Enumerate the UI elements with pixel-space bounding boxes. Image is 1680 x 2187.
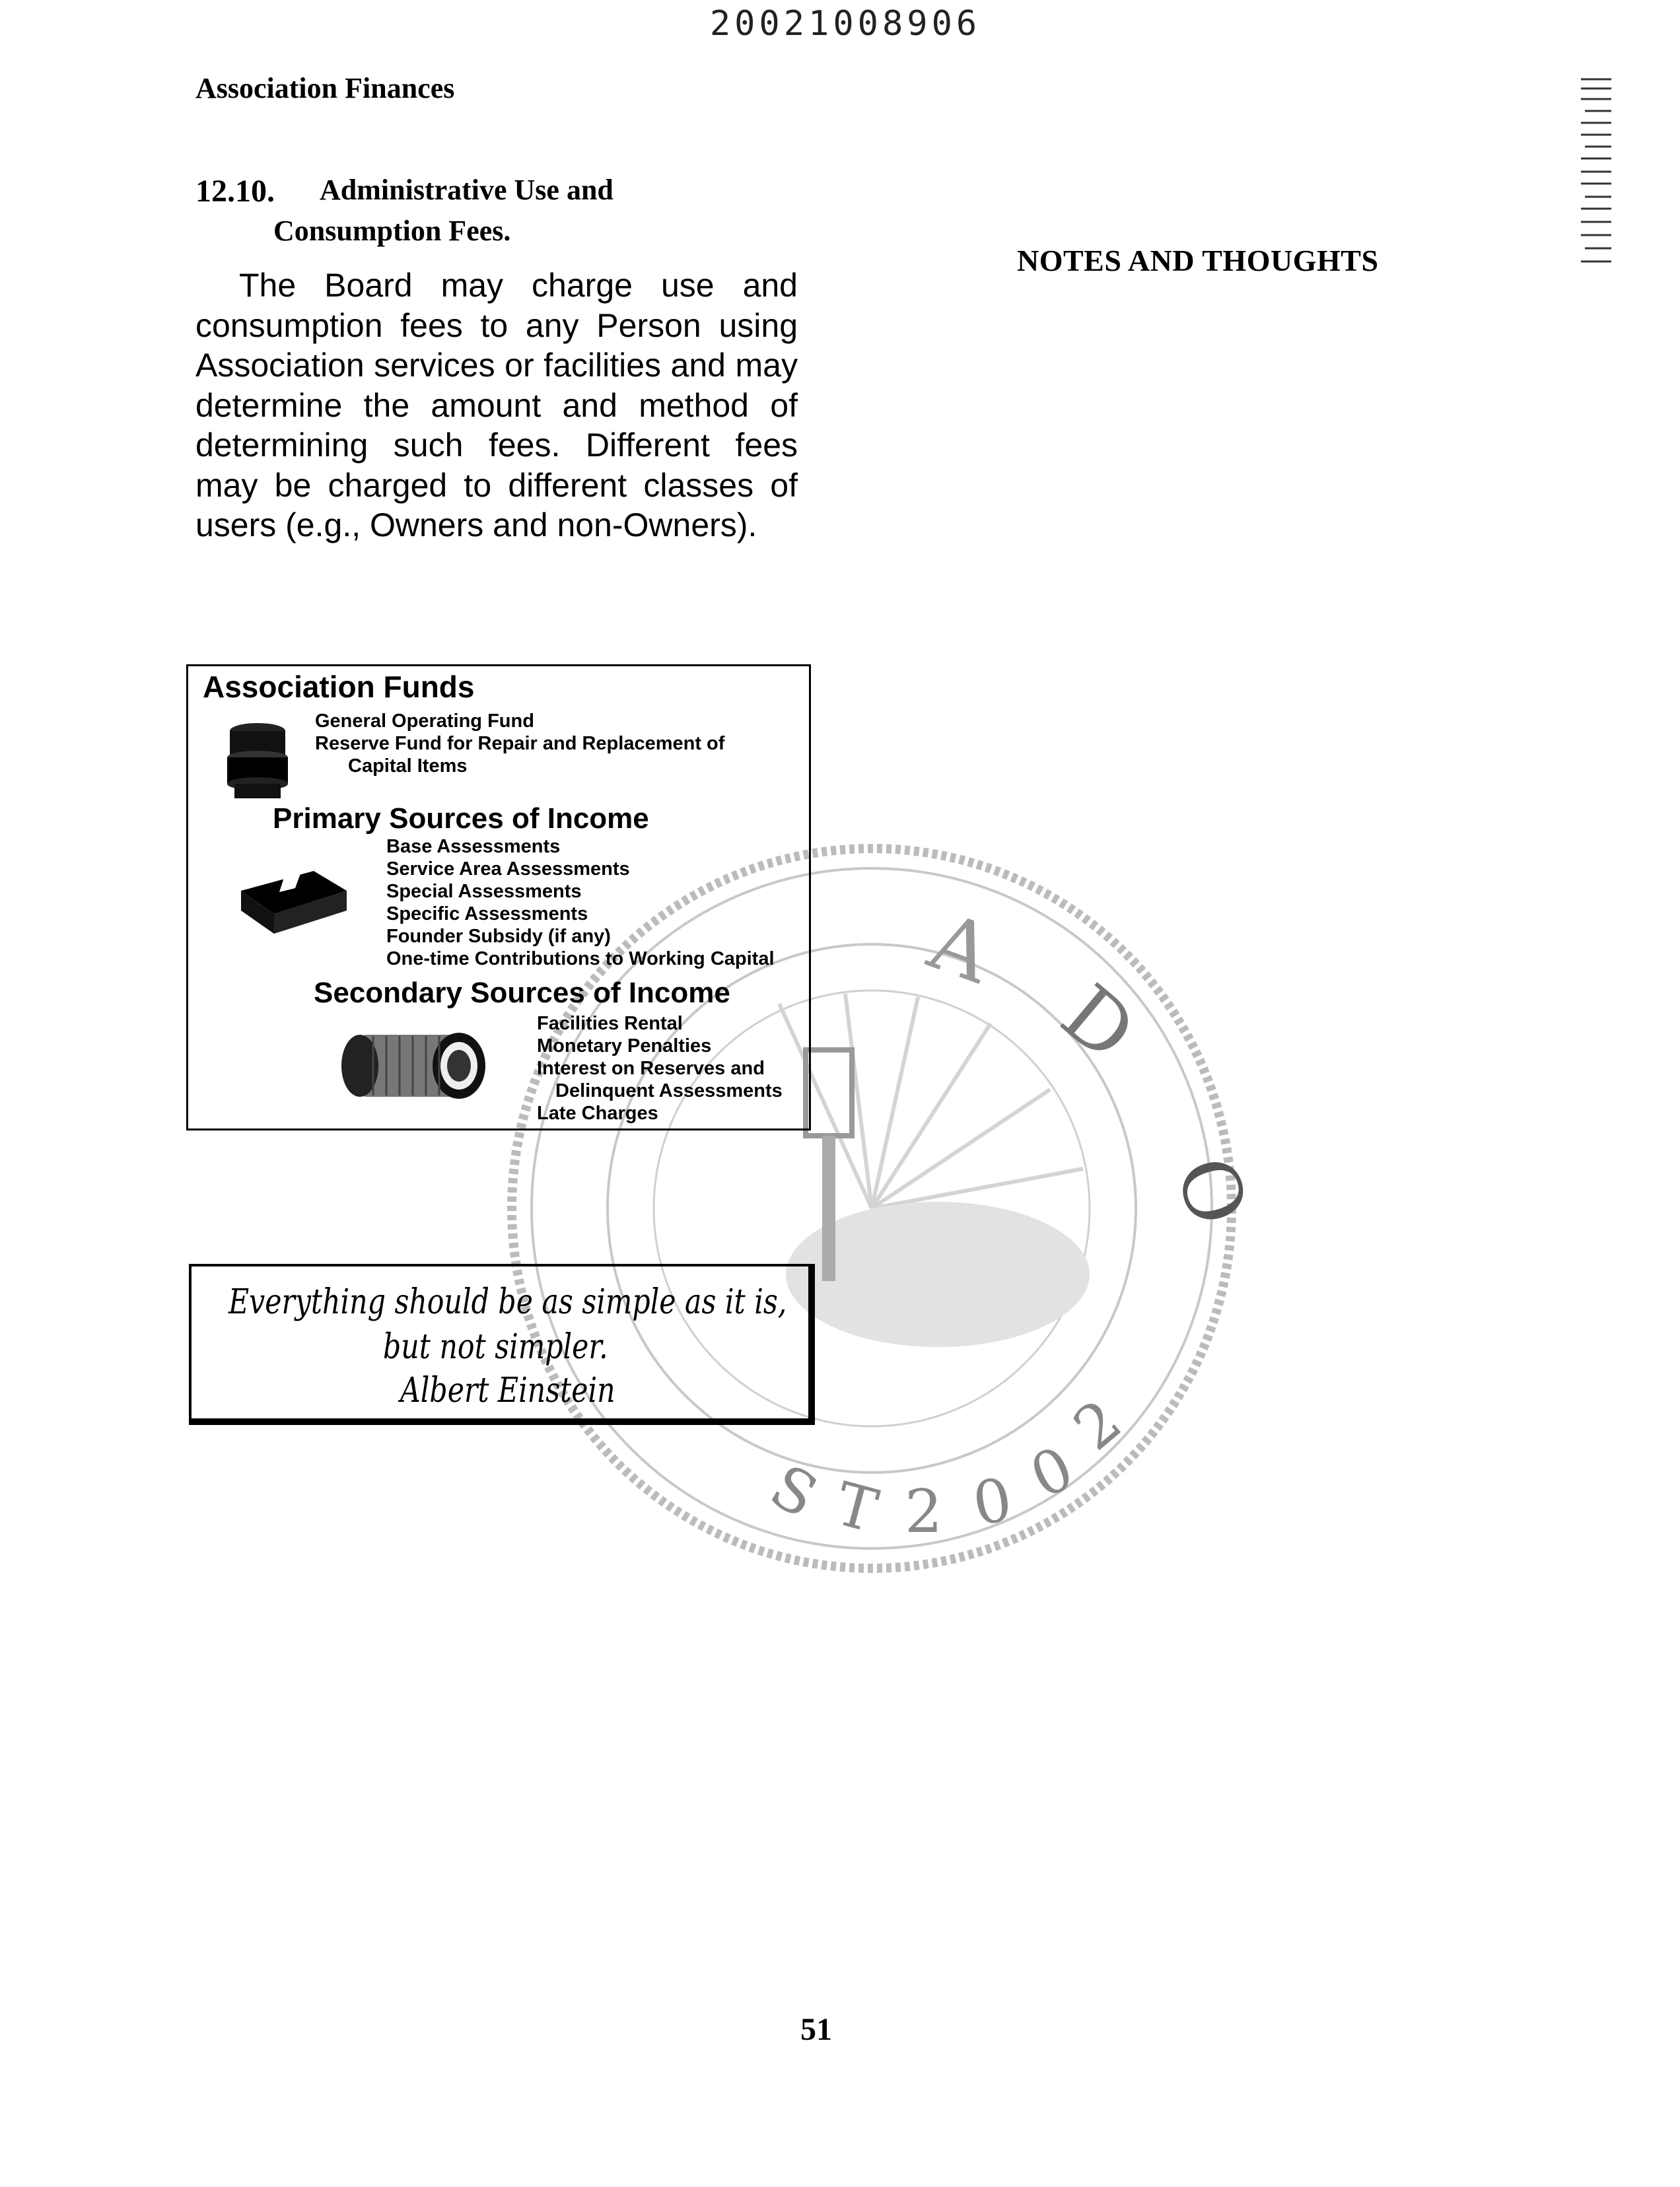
- section-number: 12.10.: [195, 174, 275, 209]
- stack-icon: [221, 722, 294, 801]
- page-number: 51: [800, 2012, 832, 2047]
- svg-text:2: 2: [1061, 1386, 1135, 1464]
- svg-text:T: T: [828, 1469, 885, 1546]
- svg-text:S: S: [759, 1451, 829, 1532]
- notes-heading: NOTES AND THOUGHTS: [1017, 244, 1379, 277]
- svg-text:A: A: [918, 895, 1004, 1002]
- association-funds-box: [186, 664, 811, 1130]
- money-bundle-icon: [221, 864, 353, 937]
- primary-item: Base Assessments: [386, 836, 561, 857]
- quote-line1: Everything should be as simple as it is,: [228, 1282, 787, 1322]
- svg-text:0: 0: [967, 1465, 1018, 1540]
- svg-text:D: D: [1044, 967, 1152, 1080]
- primary-item: Specific Assessments: [386, 903, 588, 924]
- svg-text:2: 2: [905, 1477, 943, 1546]
- primary-item: Special Assessments: [386, 881, 582, 902]
- primary-item: Service Area Assessments: [386, 858, 630, 880]
- running-header: Association Finances: [195, 72, 455, 104]
- fund-item: Capital Items: [348, 755, 468, 777]
- secondary-item: Delinquent Assessments: [555, 1080, 783, 1101]
- primary-item: Founder Subsidy (if any): [386, 926, 611, 947]
- quote-line2: but not simpler.: [383, 1327, 608, 1367]
- secondary-item: Monetary Penalties: [537, 1035, 712, 1057]
- section-title-line2: Consumption Fees.: [273, 215, 511, 247]
- coin-roll-icon: [333, 1023, 499, 1109]
- primary-income-title: Primary Sources of Income: [273, 802, 649, 835]
- secondary-item: Interest on Reserves and: [537, 1058, 765, 1079]
- funds-title: Association Funds: [203, 670, 475, 704]
- secondary-item: Late Charges: [537, 1103, 658, 1124]
- fund-item: Reserve Fund for Repair and Replacement of: [315, 733, 725, 754]
- body-paragraph: The Board may charge use and consumption fees to any Person using Association services or facilities and may determine the amount and method of determining such fees. Different fees may be charged to different classes of users (e.g., Owners and non-Owners).: [195, 267, 798, 543]
- fund-item: General Operating Fund: [315, 711, 534, 732]
- quote-author: Albert Einstein: [400, 1371, 615, 1410]
- svg-text:0: 0: [1020, 1433, 1084, 1512]
- secondary-income-title: Secondary Sources of Income: [314, 977, 730, 1009]
- secondary-item: Facilities Rental: [537, 1013, 683, 1034]
- svg-text:O: O: [1157, 1146, 1255, 1237]
- document-number: 20021008906: [709, 4, 981, 44]
- quote-box: [189, 1264, 815, 1425]
- margin-stamp: [1572, 73, 1651, 271]
- primary-item: One-time Contributions to Working Capital: [386, 948, 775, 969]
- section-title-line1: Administrative Use and: [320, 174, 613, 206]
